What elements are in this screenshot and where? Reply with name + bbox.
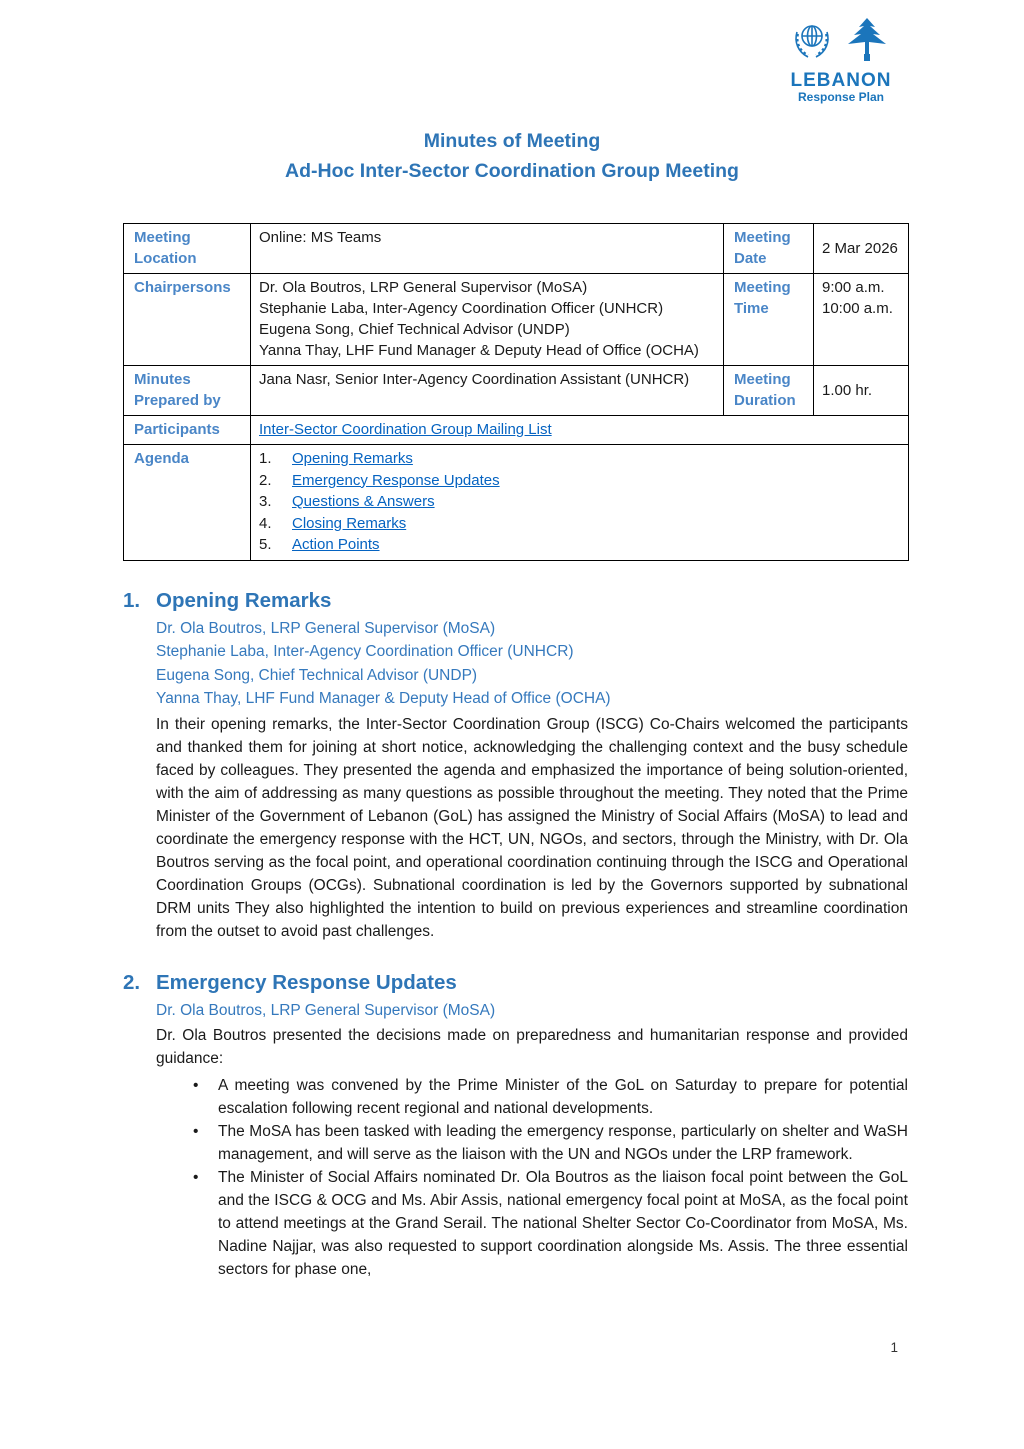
bullet-icon: •	[193, 1077, 199, 1094]
section-2-title: Emergency Response Updates	[156, 970, 457, 994]
agenda-link-emergency-response-updates[interactable]: Emergency Response Updates	[292, 471, 500, 489]
bullet-item	[193, 1166, 908, 1281]
agenda-label: Agenda	[124, 445, 251, 561]
bullet-text: The Minister of Social Affairs nominated Dr. Ola Boutros as the liaison focal point between the GoL and the ISCG & OCG and Ms. Abir Assis, national emergency focal point at MoSA, as the focal point to attend meetings at the Grand Serail. The national Shelter Sector Co-Coordinator from MoSA, Ms. Nadine Najjar, was also requested to support coordination alongside Ms. Assis. The three essential sectors for phase one,	[218, 1169, 908, 1278]
section-1-heading	[123, 588, 908, 614]
meeting-meta-table	[123, 223, 909, 561]
agenda-link-questions-answers[interactable]: Questions & Answers	[292, 493, 435, 510]
agenda-link-closing-remarks[interactable]: Closing Remarks	[292, 514, 407, 532]
agenda-item	[259, 491, 900, 513]
logo-title: LEBANON	[790, 70, 892, 91]
chairperson-line: Yanna Thay, LHF Fund Manager & Deputy Head of Office (OCHA)	[259, 342, 699, 359]
participants-mailing-list-link[interactable]: Inter-Sector Coordination Group Mailing List	[259, 421, 552, 438]
agenda-item	[259, 513, 900, 535]
table-row-location	[124, 224, 909, 274]
lrp-logo	[776, 16, 906, 104]
section-2-number: 2.	[123, 970, 141, 994]
agenda-item-number: 1.	[259, 450, 272, 467]
bullet-item	[193, 1120, 908, 1166]
meeting-date-value: 2 Mar 2026	[814, 224, 909, 274]
section-1-number: 1.	[123, 588, 141, 612]
meeting-time-value	[814, 274, 909, 366]
speaker-line: Eugena Song, Chief Technical Advisor (UNDP)	[156, 666, 478, 684]
table-row-participants	[124, 416, 909, 445]
speaker-line: Dr. Ola Boutros, LRP General Supervisor (MoSA)	[156, 1001, 496, 1019]
speaker-line: Yanna Thay, LHF Fund Manager & Deputy Head of Office (OCHA)	[156, 690, 611, 707]
document-body	[123, 588, 908, 1282]
agenda-value	[251, 445, 909, 561]
agenda-item-number: 5.	[259, 536, 272, 553]
un-emblem-icon	[790, 18, 834, 69]
section-2-bullet-list	[193, 1074, 908, 1281]
chairpersons-label: Chairpersons	[124, 274, 251, 366]
cedar-tree-icon	[842, 16, 892, 69]
title-line-2: Ad-Hoc Inter-Sector Coordination Group Meeting	[285, 160, 739, 182]
logo-icons	[776, 16, 906, 69]
agenda-item-number: 2.	[259, 471, 272, 489]
meeting-location-value: Online: MS Teams	[251, 224, 724, 274]
meeting-duration-value: 1.00 hr.	[814, 366, 909, 416]
section-2-speakers	[156, 999, 908, 1023]
title-line-1: Minutes of Meeting	[423, 130, 601, 152]
table-row-minutes-prepared	[124, 366, 909, 416]
participants-value	[251, 416, 909, 445]
agenda-item	[259, 448, 900, 470]
speaker-line: Stephanie Laba, Inter-Agency Coordination Officer (UNHCR)	[156, 643, 574, 660]
minutes-prepared-label: Minutes Prepared by	[124, 366, 251, 416]
meeting-time-end: 10:00 a.m.	[822, 300, 893, 317]
agenda-item	[259, 534, 900, 556]
table-row-chairpersons	[124, 274, 909, 366]
bullet-icon: •	[193, 1123, 199, 1140]
meeting-duration-label: Meeting Duration	[724, 366, 814, 416]
agenda-item-number: 3.	[259, 493, 272, 510]
page-number: 1	[890, 1340, 898, 1355]
logo-subtitle: Response Plan	[797, 90, 885, 104]
bullet-item	[193, 1074, 908, 1120]
table-row-agenda	[124, 445, 909, 561]
agenda-link-opening-remarks[interactable]: Opening Remarks	[292, 450, 413, 467]
bullet-icon: •	[193, 1169, 199, 1186]
chairperson-line: Eugena Song, Chief Technical Advisor (UNDP)	[259, 321, 570, 338]
speaker-line: Dr. Ola Boutros, LRP General Supervisor (MoSA)	[156, 619, 496, 637]
bullet-text: The MoSA has been tasked with leading the emergency response, particularly on shelter and WaSH management, and will serve as the liaison with the UN and NGOs under the LRP framework.	[218, 1123, 908, 1163]
agenda-item-number: 4.	[259, 514, 272, 532]
section-2-intro: Dr. Ola Boutros presented the decisions made on preparedness and humanitarian response and provided guidance:	[156, 1027, 908, 1067]
agenda-list	[259, 448, 900, 556]
agenda-link-action-points[interactable]: Action Points	[292, 536, 380, 553]
bullet-text: A meeting was convened by the Prime Minister of the GoL on Saturday to prepare for potential escalation following recent regional and national developments.	[218, 1077, 908, 1117]
meeting-time-start: 9:00 a.m.	[822, 279, 885, 296]
chairperson-line: Dr. Ola Boutros, LRP General Supervisor (MoSA)	[259, 279, 588, 296]
meeting-location-label: Meeting Location	[124, 224, 251, 274]
section-2-heading	[123, 970, 908, 996]
chairpersons-value	[251, 274, 724, 366]
agenda-item	[259, 470, 900, 492]
chairperson-line: Stephanie Laba, Inter-Agency Coordination Officer (UNHCR)	[259, 300, 664, 317]
section-1-title: Opening Remarks	[156, 588, 332, 612]
participants-label: Participants	[124, 416, 251, 445]
minutes-prepared-value: Jana Nasr, Senior Inter-Agency Coordination Assistant (UNHCR)	[251, 366, 724, 416]
meeting-time-label: Meeting Time	[724, 274, 814, 366]
section-1-paragraph: In their opening remarks, the Inter-Sector Coordination Group (ISCG) Co-Chairs welcomed the participants and thanked them for joining at short notice, acknowledging the challenging context and the busy schedule faced by colleagues. They presented the agenda and emphasized the importance of being solution-oriented, with the aim of addressing as many questions as possible throughout the meeting. They noted that the Prime Minister of the Government of Lebanon (GoL) has assigned the Ministry of Social Affairs (MoSA) to lead and coordinate the emergency response with the HCT, UN, NGOs, and sectors, through the Ministry, with Dr. Ola Boutros serving as the focal point, and operational coordination continuing through the ISCG and Operational Coordination Groups (OCGs). Subnational coordination is led by the Governors supported by subnational DRM units They also highlighted the intention to build on previous experiences and streamline coordination from the outset to avoid past challenges.	[156, 715, 908, 940]
meeting-date-label: Meeting Date	[724, 224, 814, 274]
section-1-speakers	[156, 617, 908, 711]
